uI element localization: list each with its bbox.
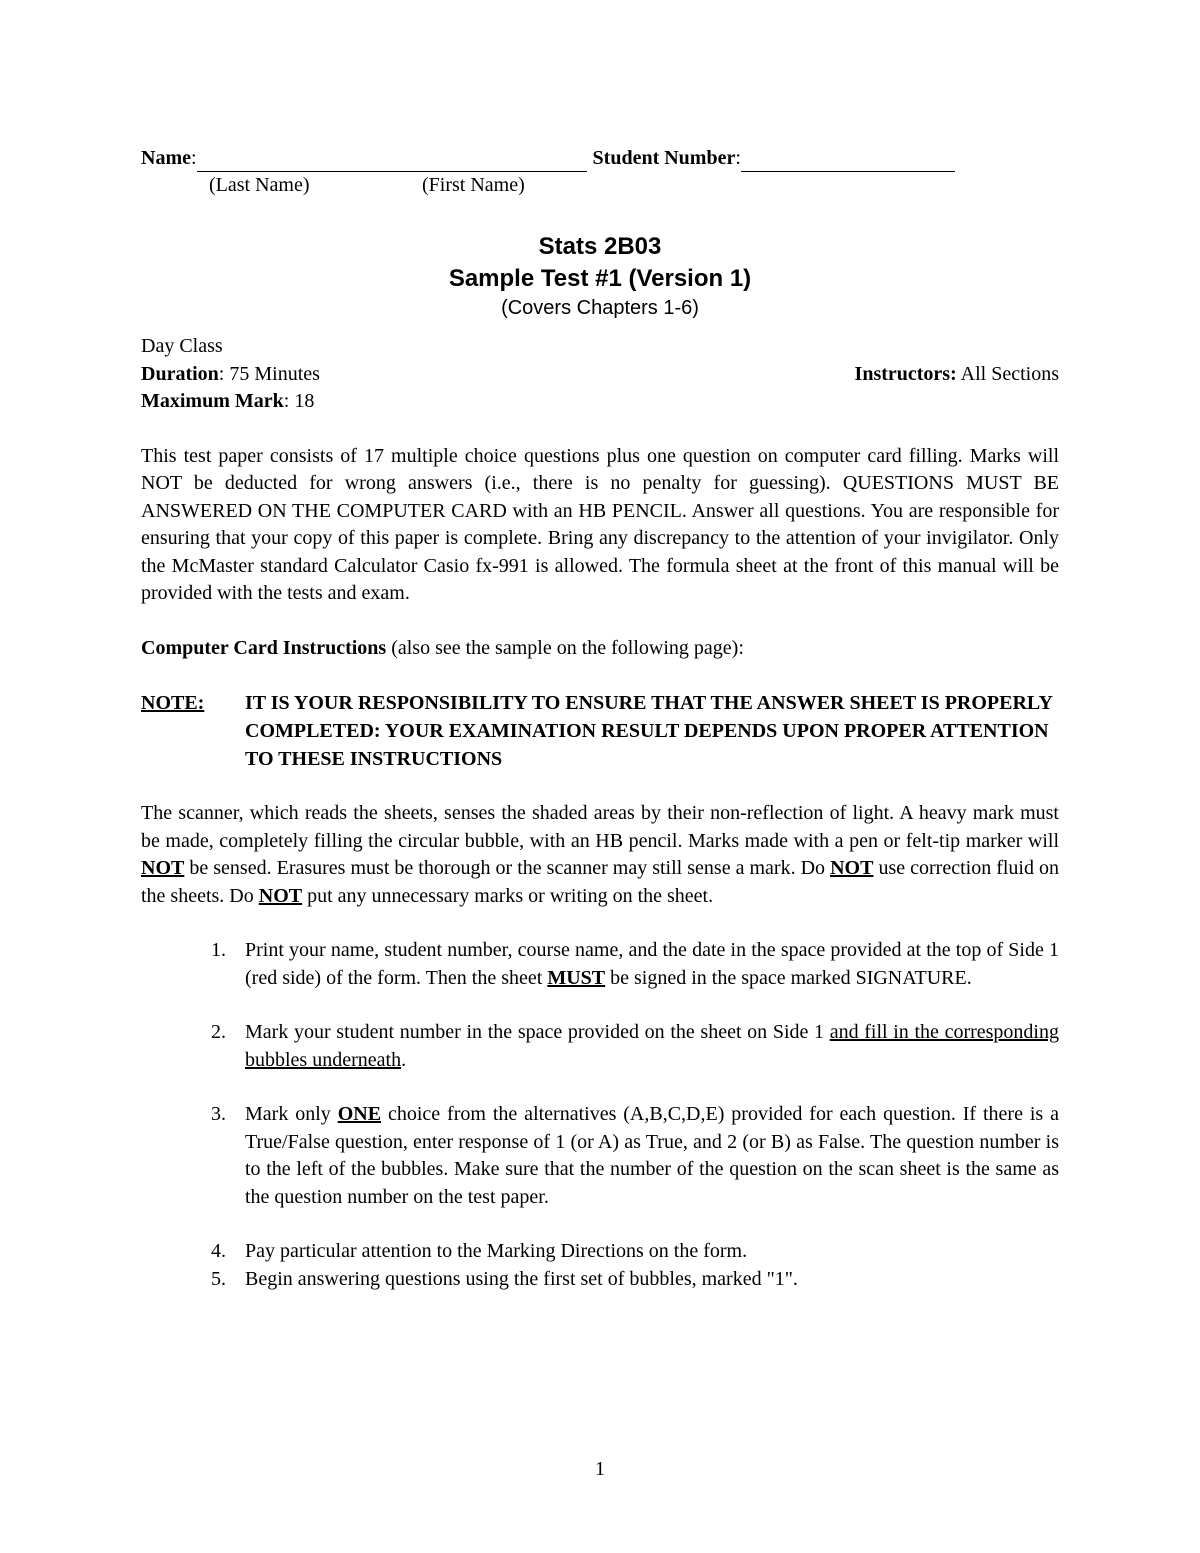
step-1 [141, 937, 1059, 992]
card-instructions-heading [141, 635, 1059, 663]
step-body [245, 937, 1059, 992]
step-3-text-2: choice from the alternatives (A,B,C,D,E) provided for each question. If there is a True/False question, enter response of 1 (or A) as True, and 2 (or B) as False. The question number is to the left of the bubbles. Make sure that the number of the question on the scan sheet is the same as the question number on the test paper. [245, 1103, 1059, 1208]
step-5 [141, 1266, 1059, 1294]
instructors-label: Instructors: [854, 362, 957, 385]
note-block [141, 689, 1059, 773]
test-page [141, 140, 1059, 1293]
covers-chapters: (Covers Chapters 1-6) [501, 297, 699, 319]
step-4 [141, 1238, 1059, 1266]
scanner-text-4: put any unnecessary marks or writing on the sheet. [302, 884, 714, 907]
name-sub-labels [141, 172, 1059, 200]
scanner-text-3: use correction fluid on the sheets. Do [141, 857, 1060, 907]
step-body: Begin answering questions using the first set of bubbles, marked "1". [245, 1267, 798, 1290]
last-name-label: (Last Name) [209, 174, 310, 196]
scanner-not-1: NOT [141, 857, 185, 879]
student-number-colon: : [735, 146, 741, 169]
max-mark-row: Maximum Mark: 18 [141, 390, 315, 412]
step-number: 1. [211, 939, 226, 961]
scanner-text-1: The scanner, which reads the sheets, senses the shaded areas by their non-reflection of light. A heavy mark must be made, completely filling the circular bubble, with an HB pencil. Marks made with a pen or felt-tip marker will [141, 802, 1059, 852]
name-blank-line [197, 145, 587, 172]
max-mark-value: 18 [294, 390, 315, 412]
scanner-paragraph [141, 800, 1059, 910]
instructors-value: All Sections [960, 362, 1059, 385]
max-mark-label: Maximum Mark [141, 390, 284, 412]
class-type: Day Class [141, 335, 223, 357]
intro-paragraph: This test paper consists of 17 multiple choice questions plus one question on computer card filling. Marks will NOT be deducted for wrong answers (i.e., there is no penalty for guessing). QUESTIONS MUST BE ANSWERED ON THE COMPUTER CARD with an HB PENCIL. Answer all questions. You are responsible for ensuring that your copy of this paper is complete. Bring any discrepancy to the attention of your invigilator. Only the McMaster standard Calculator Casio fx-991 is allowed. The formula sheet at the front of this manual will be provided with the tests and exam. [141, 444, 1059, 604]
step-2-underlined: and fill in the corresponding bubbles underneath [245, 1021, 1059, 1071]
step-3-text-1: Mark only [245, 1103, 338, 1125]
scanner-not-3: NOT [258, 884, 303, 907]
note-label: NOTE: [141, 692, 205, 714]
instruction-steps [141, 937, 1059, 1293]
step-2-text-2: . [401, 1048, 407, 1071]
step-body: Pay particular attention to the Marking Directions on the form. [245, 1240, 748, 1262]
name-label: Name [141, 146, 191, 169]
step-2 [141, 1019, 1059, 1074]
scanner-not-2: NOT [830, 857, 874, 879]
scanner-text-2: be sensed. Erasures must be thorough or the scanner may still sense a mark. Do [184, 857, 831, 879]
note-text: IT IS YOUR RESPONSIBILITY TO ENSURE THAT THE ANSWER SHEET IS PROPERLY COMPLETED: YOUR EXAMINATION RESULT DEPENDS UPON PROPER ATTENTION TO THESE INSTRUCTIONS [245, 692, 1053, 770]
step-number: 2. [211, 1021, 226, 1043]
duration-row [141, 361, 1059, 389]
name-row [141, 140, 1059, 172]
duration: Duration: 75 Minutes [141, 362, 320, 385]
student-number-blank-line [741, 145, 955, 172]
test-title: Sample Test #1 (Version 1) [448, 265, 752, 292]
step-body [245, 1101, 1059, 1211]
step-2-text-1: Mark your student number in the space provided on the sheet on Side 1 [245, 1021, 830, 1043]
step-3 [141, 1101, 1059, 1211]
card-instructions-title: Computer Card Instructions [141, 636, 387, 659]
step-1-emphasis: MUST [547, 966, 606, 989]
step-number: 5. [211, 1267, 226, 1290]
page-number: 1 [595, 1458, 605, 1480]
title-block [141, 231, 1059, 321]
step-3-emphasis: ONE [337, 1103, 382, 1125]
info-block [141, 333, 1059, 416]
course-title: Stats 2B03 [538, 233, 662, 260]
step-body [245, 1019, 1059, 1074]
duration-label: Duration [141, 362, 219, 385]
instructors [855, 361, 1059, 389]
card-instructions-note: (also see the sample on the following page): [391, 636, 744, 659]
student-number-label: Student Number [592, 146, 736, 169]
step-1-text-1: Print your name, student number, course name, and the date in the space provided at the top of Side 1 (red side) of the form. Then the sheet [245, 939, 1059, 989]
first-name-label: (First Name) [422, 174, 525, 196]
step-number: 3. [211, 1103, 226, 1125]
step-number: 4. [211, 1240, 226, 1262]
duration-value: 75 Minutes [229, 362, 320, 385]
name-colon: : [190, 146, 197, 169]
step-1-text-2: be signed in the space marked SIGNATURE. [605, 966, 972, 989]
